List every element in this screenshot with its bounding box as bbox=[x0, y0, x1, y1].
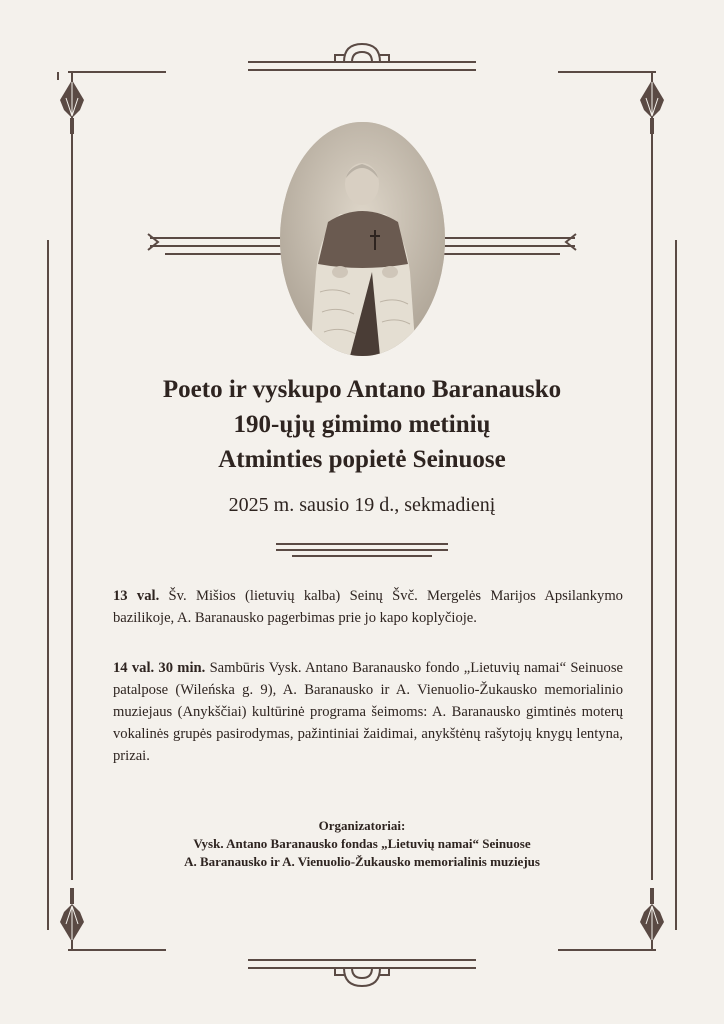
event-time: 13 val. bbox=[113, 588, 160, 604]
title-line-3: Atminties popietė Seinuose bbox=[218, 446, 506, 473]
organizers bbox=[62, 817, 662, 871]
event-item bbox=[113, 657, 623, 767]
title-line-2: 190-ųjų gimimo metinių bbox=[233, 411, 491, 438]
organizers-heading: Organizatoriai: bbox=[318, 818, 406, 833]
title-line-1: Poeto ir vyskupo Antano Baranausko bbox=[162, 376, 562, 403]
event-item bbox=[113, 585, 623, 629]
event-description: Šv. Mišios (lietuvių kalba) Seinų Švč. Mergelės Marijos Apsilankymo bazilikoje, A. Baranausko pagerbimas prie jo kapo koplyčioje. bbox=[113, 588, 623, 626]
event-description: Sambūris Vysk. Antano Baranausko fondo „Lietuvių namai“ Seinuose patalpose (Wileńska g. 9), A. Baranausko ir A. Vienuolio-Žukausko memorialinio muziejaus (Anykščiai) kultūrinė programa šeimoms: A. Baranausko gimtinės moterų vokalinės grupės pasirodymas, pažintiniai žaidimai, anykštėnų rašytojų knygų lentyna, prizai. bbox=[113, 660, 624, 764]
event-title bbox=[62, 372, 662, 477]
organizer-2: A. Baranausko ir A. Vienuolio-Žukausko memorialinis muziejus bbox=[184, 854, 540, 869]
bishop-portrait bbox=[280, 122, 445, 356]
event-time: 14 val. 30 min. bbox=[113, 660, 206, 676]
event-date: 2025 m. sausio 19 d., sekmadienį bbox=[228, 494, 496, 516]
organizer-1: Vysk. Antano Baranausko fondas „Lietuvių namai“ Seinuose bbox=[193, 836, 531, 851]
